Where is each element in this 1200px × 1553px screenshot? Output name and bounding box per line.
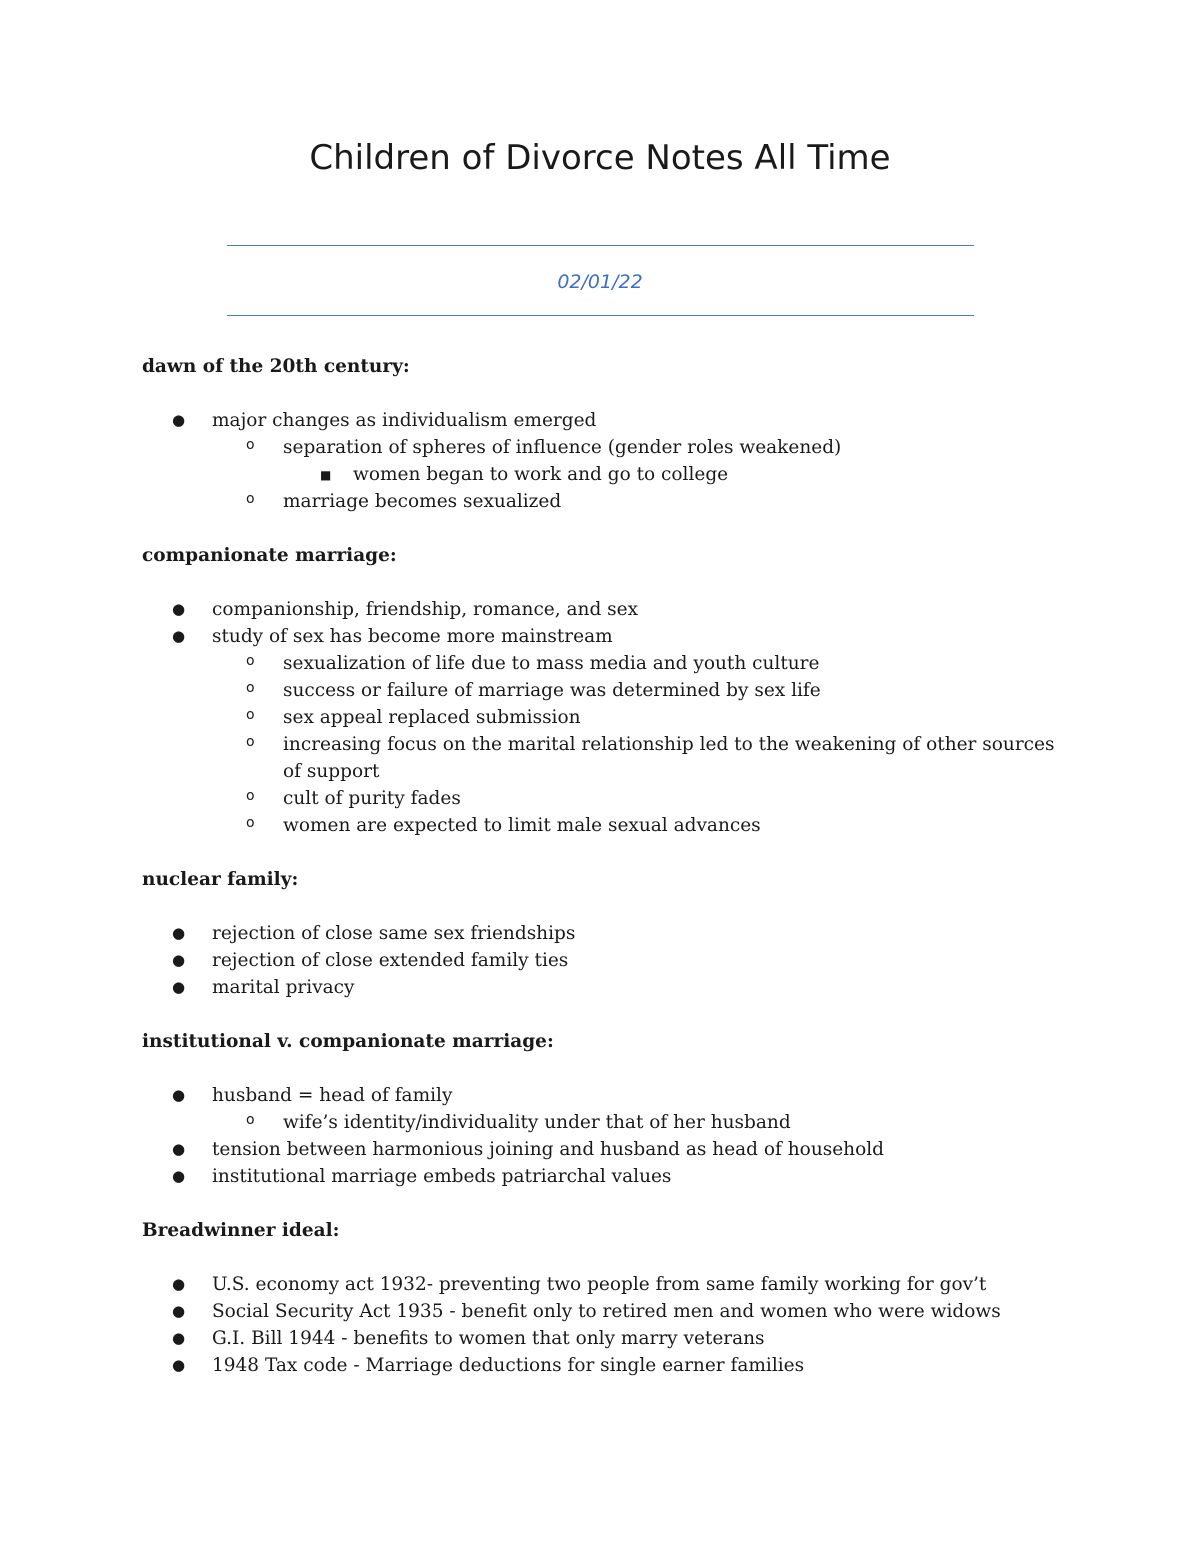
bullet-circle-icon: o [246,680,255,696]
bullet-circle-icon: o [246,788,255,804]
section-institutional-vs-companionate [142,1028,1062,1190]
bullet-circle-icon: o [246,734,255,750]
list-item-text: sexualization of life due to mass media and youth culture [283,653,820,674]
bullet-dot-icon: ● [172,1356,186,1374]
bullet-list [142,920,1062,1001]
section-breadwinner-ideal [142,1217,1062,1379]
bullet-list [142,596,1062,839]
list-item [142,488,1062,515]
section-companionate-marriage [142,542,1062,839]
list-item [142,623,1062,650]
list-item [142,1298,1062,1325]
list-item [142,1109,1062,1136]
list-item [142,1082,1062,1109]
bullet-dot-icon: ● [172,978,186,996]
bullet-dot-icon: ● [172,1140,186,1158]
note-date: 02/01/22 [557,271,643,293]
list-item-text: cult of purity fades [283,788,461,809]
bullet-circle-icon: o [246,653,255,669]
notes-content [142,353,1062,1406]
list-item [142,650,1062,677]
document-title: Children of Divorce Notes All Time [309,138,891,178]
section-heading: Breadwinner ideal: [142,1220,340,1241]
bullet-dot-icon: ● [172,924,186,942]
list-item [142,920,1062,947]
list-item [142,407,1062,434]
section-heading: nuclear family: [142,869,299,890]
bullet-circle-icon: o [246,1112,255,1128]
list-item-text: wife’s identity/individuality under that of her husband [283,1112,791,1133]
date-rule-bottom [227,315,974,316]
bullet-list [142,1271,1062,1379]
section-heading: companionate marriage: [142,545,397,566]
bullet-list [142,407,1062,515]
list-item [142,1352,1062,1379]
list-item-text: success or failure of marriage was determined by sex life [283,680,821,701]
list-item-text: husband = head of family [212,1085,453,1106]
bullet-list [142,1082,1062,1190]
list-item-text: marriage becomes sexualized [283,491,562,512]
section-nuclear-family [142,866,1062,1001]
list-item [142,1136,1062,1163]
list-item-text: women began to work and go to college [353,464,729,485]
bullet-circle-icon: o [246,437,255,453]
list-item [142,947,1062,974]
list-item-text: rejection of close same sex friendships [212,923,576,944]
section-dawn-20th-century [142,353,1062,515]
bullet-dot-icon: ● [172,951,186,969]
list-item [142,677,1062,704]
date-rule-top [227,245,974,246]
bullet-dot-icon: ● [172,627,186,645]
list-item-text: study of sex has become more mainstream [212,626,613,647]
list-item [142,785,1062,812]
list-item [142,596,1062,623]
section-heading: institutional v. companionate marriage: [142,1031,554,1052]
list-item [142,731,1062,785]
list-item-text: sex appeal replaced submission [283,707,581,728]
bullet-dot-icon: ● [172,1086,186,1104]
bullet-dot-icon: ● [172,600,186,618]
list-item [142,1271,1062,1298]
bullet-circle-icon: o [246,815,255,831]
bullet-dot-icon: ● [172,1167,186,1185]
bullet-dot-icon: ● [172,1302,186,1320]
bullet-dot-icon: ● [172,1275,186,1293]
list-item-text: separation of spheres of influence (gender roles weakened) [283,437,842,458]
bullet-circle-icon: o [246,491,255,507]
section-heading: dawn of the 20th century: [142,356,410,377]
list-item [142,974,1062,1001]
list-item [142,1325,1062,1352]
bullet-circle-icon: o [246,707,255,723]
list-item-text: increasing focus on the marital relationship led to the weakening of other sources of support [283,734,1055,782]
bullet-square-icon: ■ [320,468,332,482]
list-item [142,461,1062,488]
list-item [142,434,1062,461]
list-item-text: major changes as individualism emerged [212,410,597,431]
list-item-text: marital privacy [212,977,355,998]
list-item-text: G.I. Bill 1944 - benefits to women that only marry veterans [212,1328,765,1349]
list-item-text: Social Security Act 1935 - benefit only to retired men and women who were widows [212,1301,1001,1322]
list-item [142,1163,1062,1190]
list-item-text: 1948 Tax code - Marriage deductions for single earner families [212,1355,805,1376]
list-item [142,704,1062,731]
bullet-dot-icon: ● [172,1329,186,1347]
list-item-text: institutional marriage embeds patriarchal values [212,1166,672,1187]
list-item-text: rejection of close extended family ties [212,950,569,971]
list-item-text: companionship, friendship, romance, and sex [212,599,639,620]
list-item-text: tension between harmonious joining and husband as head of household [212,1139,884,1160]
list-item-text: women are expected to limit male sexual advances [283,815,761,836]
bullet-dot-icon: ● [172,411,186,429]
list-item [142,812,1062,839]
list-item-text: U.S. economy act 1932- preventing two people from same family working for gov’t [212,1274,987,1295]
